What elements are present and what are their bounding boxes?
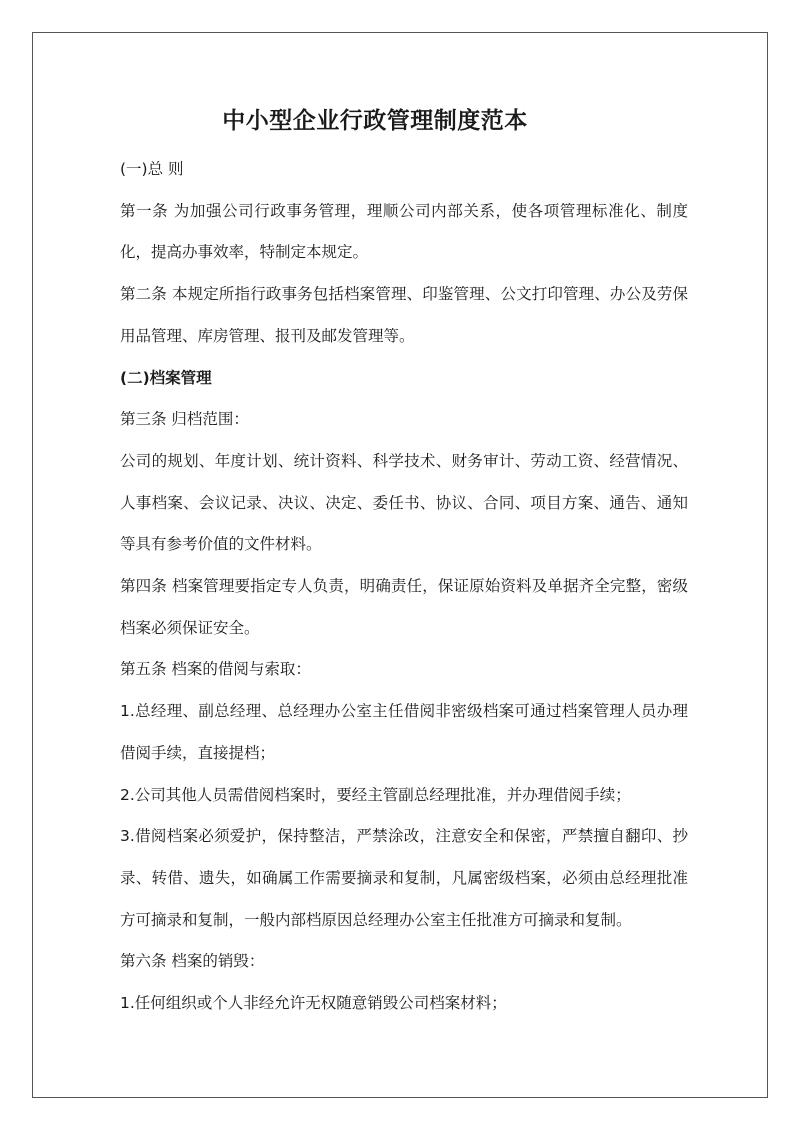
article-3-title: 第三条 归档范围： <box>120 410 249 429</box>
article-6-title: 第六条 档案的销毁： <box>120 952 265 971</box>
article-5-item: 2.公司其他人员需借阅档案时，要经主管副总经理批准，并办理借阅手续； <box>120 785 631 804</box>
article-2: 第二条 本规定所指行政事务包括档案管理、印鉴管理、公文打印管理、办公及劳保用品管理、库房管理、报刊及邮发管理等。 <box>120 285 688 345</box>
article-3-body: 公司的规划、年度计划、统计资料、科学技术、财务审计、劳动工资、经营情况、人事档案、会议记录、决议、决定、委任书、协议、合同、项目方案、通告、通知等具有参考价值的文件材料。 <box>120 451 688 554</box>
article-4: 第四条 档案管理要指定专人负责，明确责任，保证原始资料及单据齐全完整，密级档案必须保证安全。 <box>120 577 688 637</box>
document-title: 中小型企业行政管理制度范本 <box>222 108 528 134</box>
article-5-title: 第五条 档案的借阅与索取： <box>120 660 311 679</box>
article-5-item: 3.借阅档案必须爱护，保持整洁，严禁涂改，注意安全和保密，严禁擅自翻印、抄录、转借、遗失，如确属工作需要摘录和复制，凡属密级档案，必须由总经理批准方可摘录和复制，一般内部档原因总经理办公室主任批准方可摘录和复制。 <box>120 827 688 929</box>
document-body <box>120 149 688 1025</box>
article-1: 第一条 为加强公司行政事务管理，理顺公司内部关系，使各项管理标准化、制度化，提高办事效率，特制定本规定。 <box>120 201 688 262</box>
article-5-item: 1.总经理、副总经理、总经理办公室主任借阅非密级档案可通过档案管理人员办理借阅手续，直接提档； <box>120 702 688 762</box>
section-heading-archives: (二)档案管理 <box>120 368 212 387</box>
article-6-item: 1.任何组织或个人非经允许无权随意销毁公司档案材料； <box>120 994 507 1013</box>
section-heading-general: (一)总 则 <box>120 160 184 178</box>
